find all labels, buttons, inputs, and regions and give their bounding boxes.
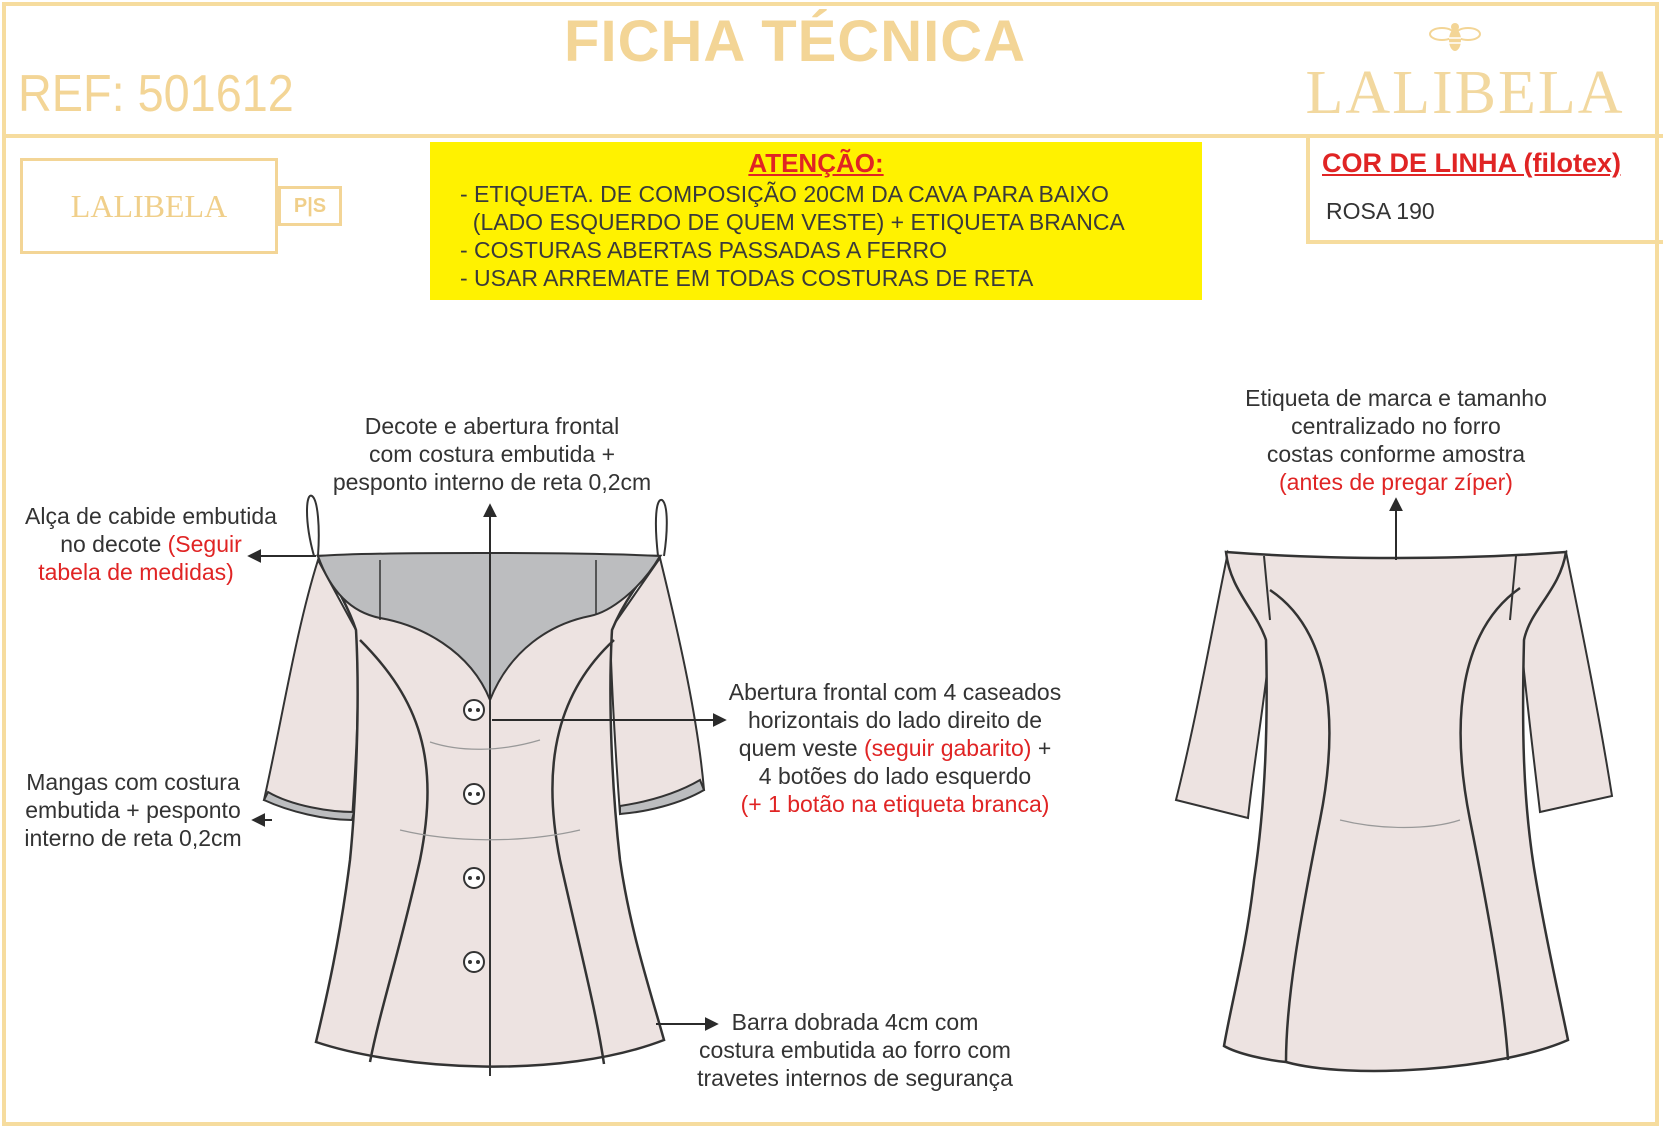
back-body	[1224, 552, 1568, 1071]
note-line: pesponto interno de reta 0,2cm	[332, 469, 652, 495]
hanger-loop-right	[656, 500, 667, 556]
button-icon	[464, 952, 484, 972]
hanger-loop-left	[307, 496, 319, 556]
note-line: no decote	[60, 531, 168, 557]
note-line: Alça de cabide embutida	[25, 503, 277, 529]
note-line: quem veste	[738, 735, 864, 761]
thread-color-title: COR DE LINHA (filotex)	[1322, 148, 1621, 178]
note-line: Mangas com costura	[26, 769, 240, 795]
button-icon	[464, 868, 484, 888]
note-line: costura embutida ao forro com	[699, 1037, 1011, 1063]
note-line: travetes internos de segurança	[697, 1065, 1013, 1091]
note-neckline	[292, 412, 692, 496]
note-line: Abertura frontal com 4 caseados	[728, 679, 1062, 705]
note-line-red: (seguir gabarito)	[864, 735, 1032, 761]
page-title: FICHA TÉCNICA	[564, 9, 1026, 74]
note-sleeves	[6, 768, 260, 852]
note-line-red: (antes de pregar zíper)	[1279, 469, 1513, 495]
brand-logo: LALIBELA	[1305, 59, 1625, 127]
brand-label-tag: LALIBELA	[20, 158, 278, 254]
back-view	[1176, 552, 1612, 1071]
attention-line: - ETIQUETA. DE COMPOSIÇÃO 20CM DA CAVA PARA BAIXO	[460, 181, 1109, 207]
note-back-label	[1206, 384, 1586, 496]
note-opening	[710, 678, 1080, 818]
note-line: costas conforme amostra	[1266, 441, 1526, 467]
note-hem	[670, 1008, 1040, 1092]
reference-code: REF: 501612	[18, 65, 294, 123]
size-tag: P|S	[278, 186, 342, 226]
note-line-red: (Seguir	[167, 531, 242, 557]
attention-line: - COSTURAS ABERTAS PASSADAS A FERRO	[460, 237, 947, 263]
attention-line: (LADO ESQUERDO DE QUEM VESTE) + ETIQUETA BRANCA	[460, 209, 1125, 235]
note-line: com costura embutida +	[368, 441, 616, 467]
note-line: embutida + pesponto	[25, 797, 241, 823]
note-line: +	[1031, 735, 1052, 761]
note-line-red: tabela de medidas)	[38, 559, 234, 585]
button-icon	[464, 700, 484, 720]
note-line: interno de reta 0,2cm	[24, 825, 242, 851]
note-line: horizontais do lado direito de	[747, 707, 1043, 733]
note-line: Etiqueta de marca e tamanho	[1245, 385, 1547, 411]
note-line: Barra dobrada 4cm com	[731, 1009, 979, 1035]
front-view	[264, 496, 704, 1076]
note-line: Decote e abertura frontal	[364, 413, 620, 439]
attention-line: - USAR ARREMATE EM TODAS COSTURAS DE RETA	[460, 265, 1034, 291]
note-hanger	[6, 502, 296, 586]
note-line: centralizado no forro	[1291, 413, 1501, 439]
note-line-red: (+ 1 botão na etiqueta branca)	[740, 791, 1050, 817]
note-line: 4 botões do lado esquerdo	[758, 763, 1032, 789]
attention-title: ATENÇÃO:	[748, 148, 884, 178]
button-icon	[464, 784, 484, 804]
thread-color-value: ROSA 190	[1326, 198, 1435, 224]
